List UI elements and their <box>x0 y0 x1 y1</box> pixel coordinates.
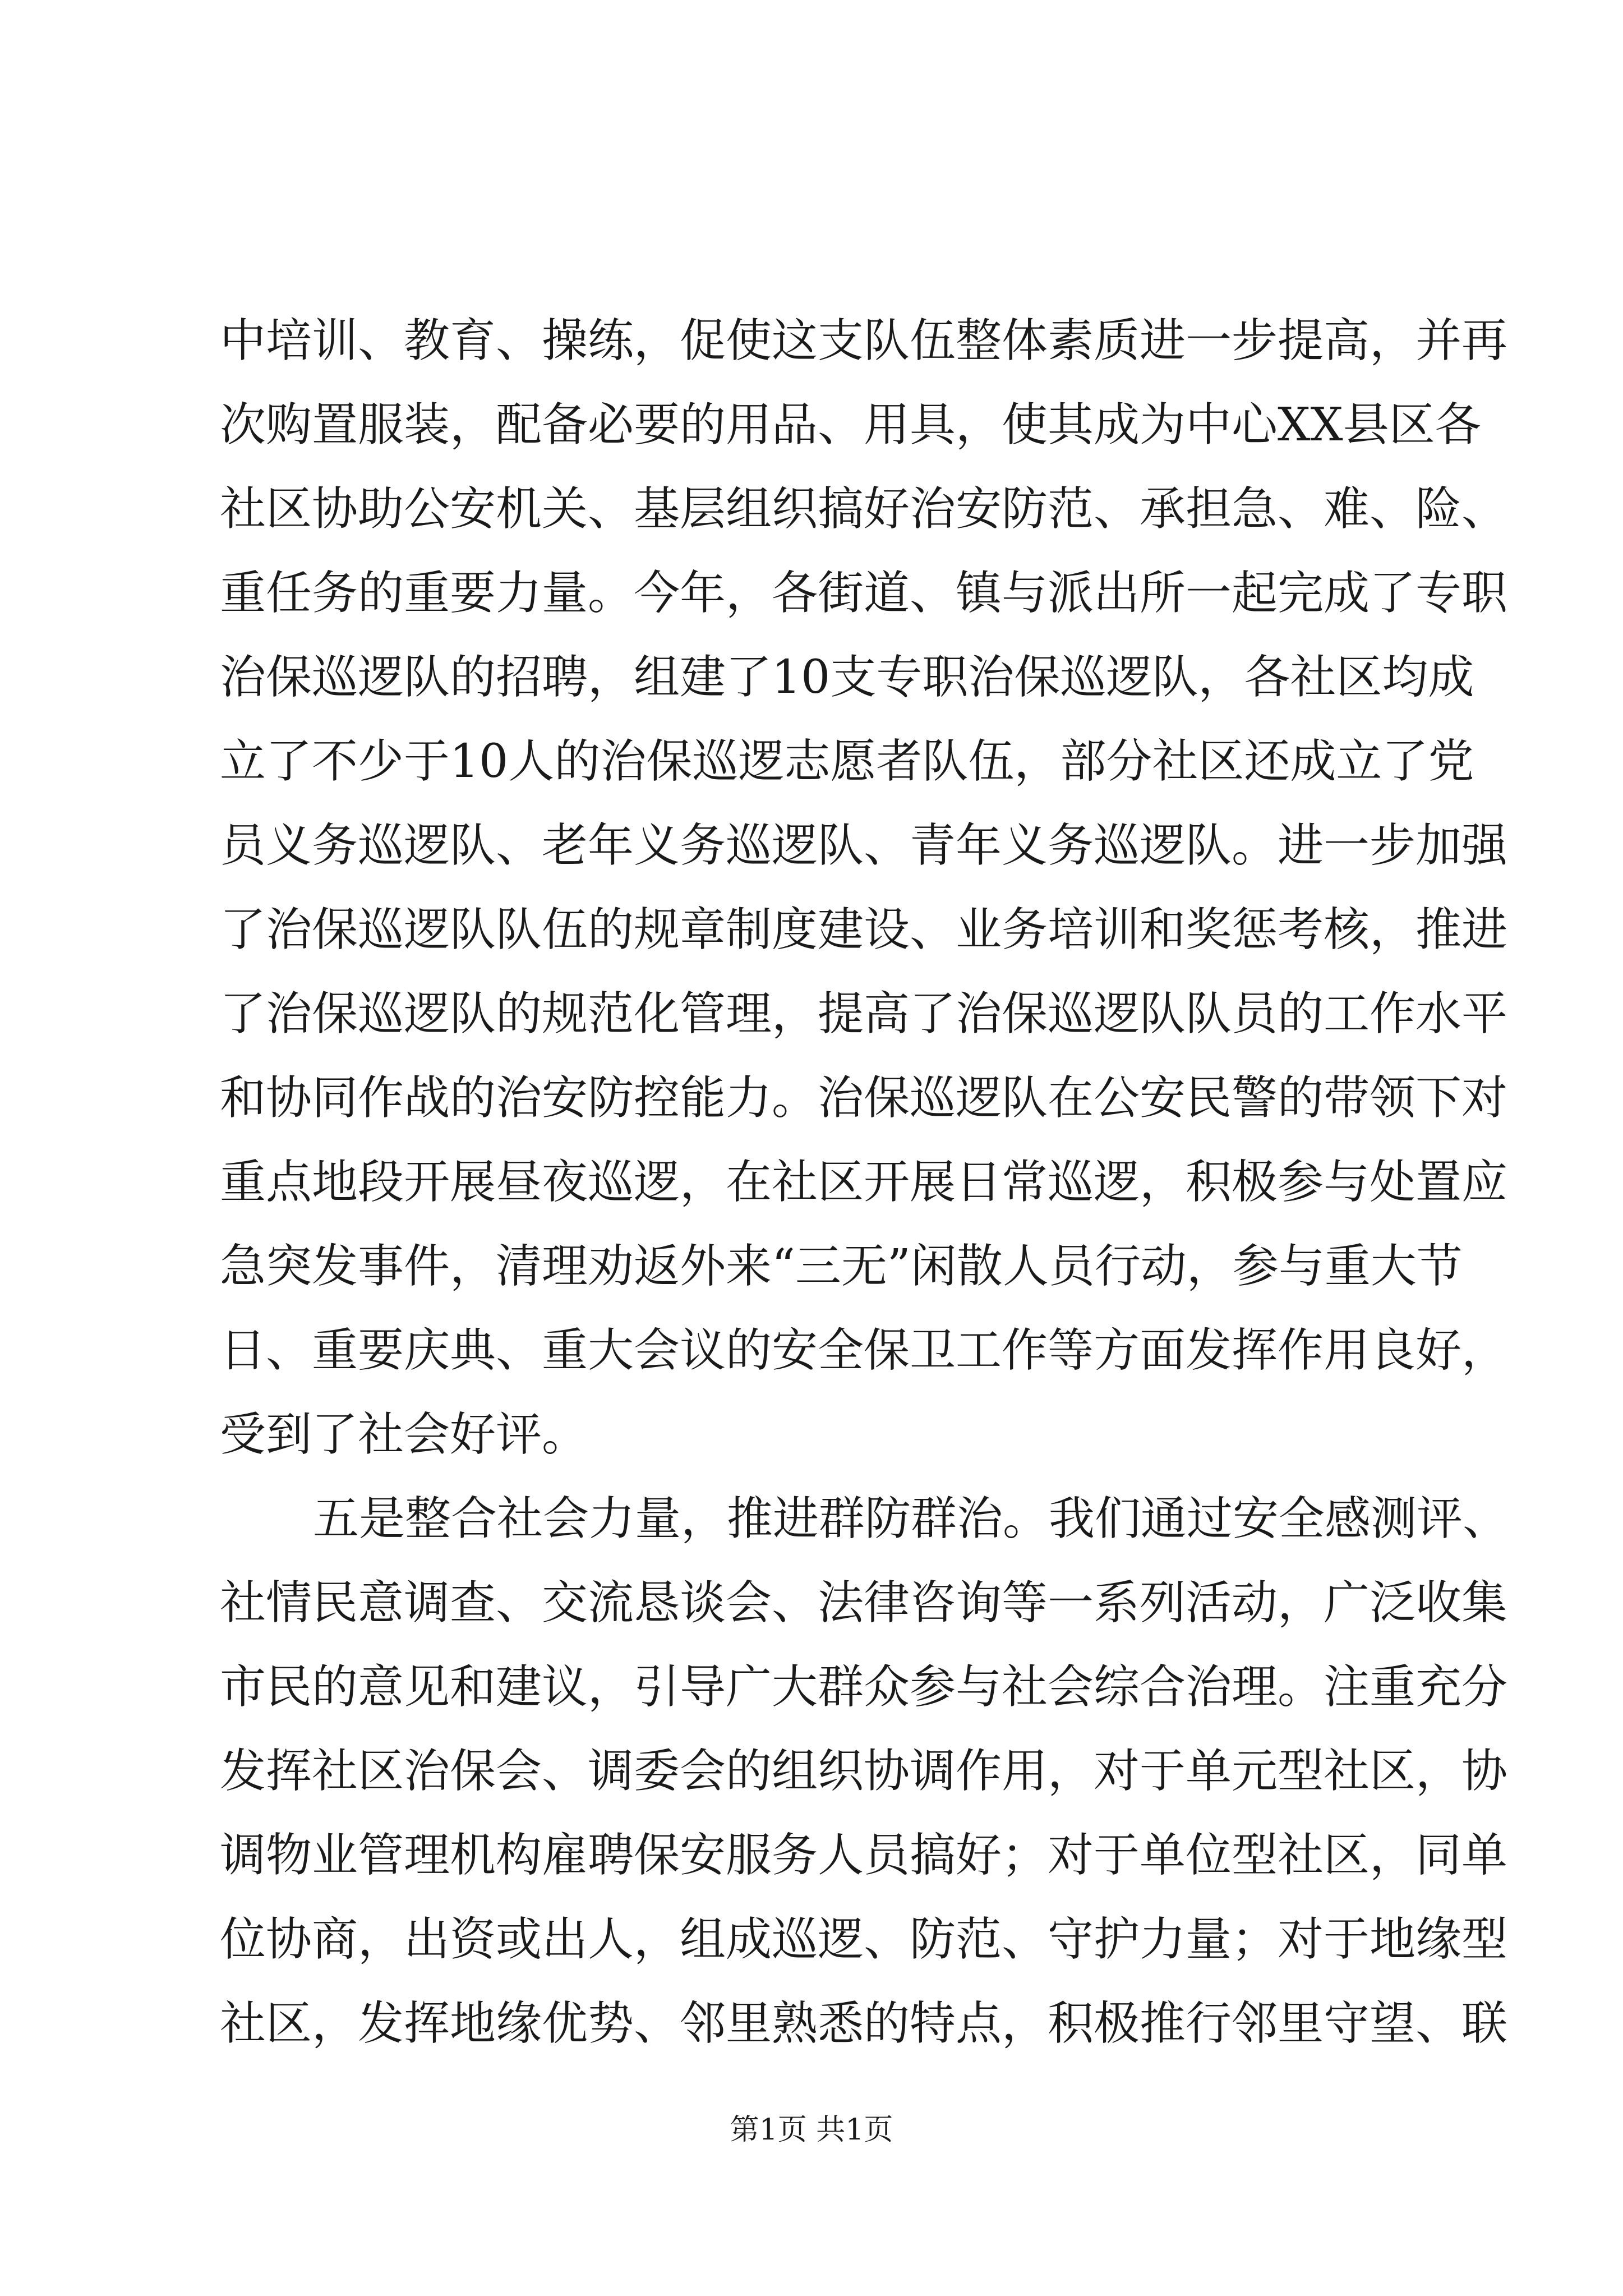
paragraph-2-line-2: 社情民意调查、交流恳谈会、法律咨询等一系列活动，广泛收集 <box>220 1576 1508 1630</box>
paragraph-1-line-7: 员义务巡逻队、老年义务巡逻队、青年义务巡逻队。进一步加强 <box>220 819 1508 872</box>
paragraph-1-line-1: 中培训、教育、操练，促使这支队伍整体素质进一步提高，并再 <box>220 314 1508 367</box>
paragraph-1-line-2: 次购置服装，配备必要的用品、用具，使其成为中心XX县区各 <box>220 398 1481 452</box>
paragraph-1-line-6: 立了不少于10人的治保巡逻志愿者队伍，部分社区还成立了党 <box>220 735 1474 788</box>
paragraph-2-line-7: 社区，发挥地缘优势、邻里熟悉的特点，积极推行邻里守望、联 <box>220 1997 1508 2050</box>
paragraph-1-line-5: 治保巡逻队的招聘，组建了10支专职治保巡逻队，各社区均成 <box>220 651 1474 704</box>
page-footer: 第1页 共1页 <box>730 2113 893 2147</box>
paragraph-1-line-3: 社区协助公安机关、基层组织搞好治安防范、承担急、难、险、 <box>220 482 1508 536</box>
paragraph-2-line-3: 市民的意见和建议，引导广大群众参与社会综合治理。注重充分 <box>220 1660 1508 1714</box>
paragraph-1-line-4: 重任务的重要力量。今年，各街道、镇与派出所一起完成了专职 <box>220 567 1508 620</box>
paragraph-1-line-10: 和协同作战的治安防控能力。治保巡逻队在公安民警的带领下对 <box>220 1071 1508 1125</box>
paragraph-1-line-8: 了治保巡逻队队伍的规章制度建设、业务培训和奖惩考核，推进 <box>220 903 1508 956</box>
paragraph-2-line-5: 调物业管理机构雇聘保安服务人员搞好；对于单位型社区，同单 <box>220 1829 1508 1882</box>
paragraph-1-line-14: 受到了社会好评。 <box>220 1408 588 1461</box>
paragraph-2-line-4: 发挥社区治保会、调委会的组织协调作用，对于单元型社区，协 <box>220 1745 1508 1798</box>
paragraph-2-line-1: 五是整合社会力量，推进群防群治。我们通过安全感测评、 <box>313 1492 1509 1545</box>
paragraph-1-line-9: 了治保巡逻队的规范化管理，提高了治保巡逻队队员的工作水平 <box>220 987 1508 1041</box>
paragraph-2-line-6: 位协商，出资或出人，组成巡逻、防范、守护力量；对于地缘型 <box>220 1913 1508 1966</box>
paragraph-1-line-11: 重点地段开展昼夜巡逻，在社区开展日常巡逻，积极参与处置应 <box>220 1156 1508 1209</box>
paragraph-1-line-13: 日、重要庆典、重大会议的安全保卫工作等方面发挥作用良好， <box>220 1324 1508 1377</box>
paragraph-1-line-12: 急突发事件，清理劝返外来“三无”闲散人员行动，参与重大节 <box>220 1240 1463 1293</box>
